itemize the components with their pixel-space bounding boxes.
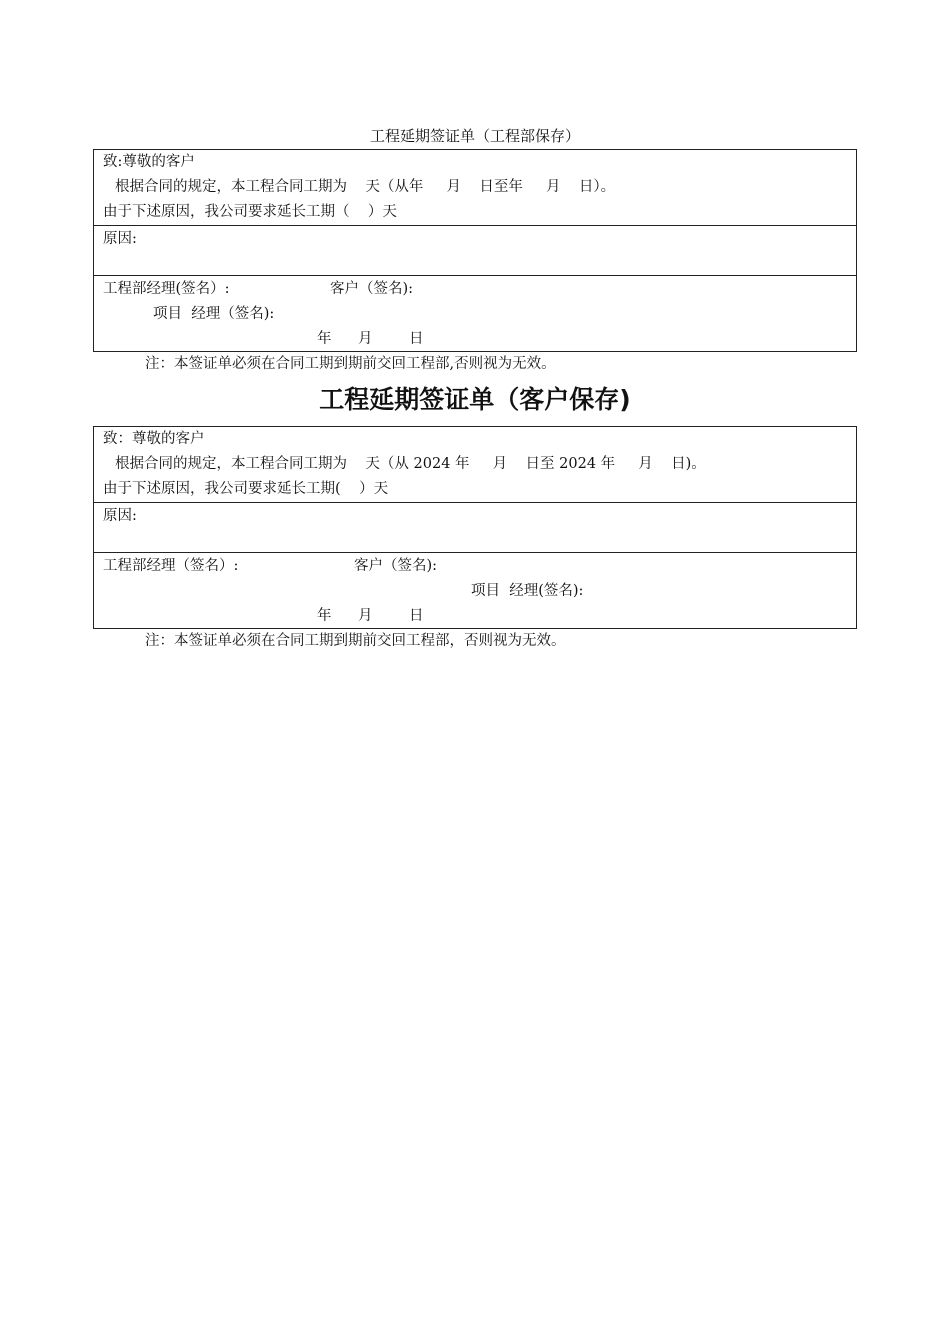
- form1-manager-signature: 工程部经理(签名）:: [103, 281, 230, 297]
- form2-divider-2: [94, 552, 856, 553]
- form2-date-month: 月: [358, 608, 373, 624]
- form2-recipient: 致：尊敬的客户: [103, 431, 205, 447]
- form2-reason-label: 原因:: [103, 508, 137, 524]
- form1-date-day: 日: [409, 331, 424, 347]
- form1-contract-term: 根据合同的规定，本工程合同工期为 天（从年 月 日至年 月 日）。: [115, 179, 616, 195]
- form1-extension-request: 由于下述原因，我公司要求延长工期（ ）天: [103, 204, 397, 220]
- form1-title: 工程延期签证单（工程部保存）: [369, 127, 580, 145]
- form2-manager-signature: 工程部经理（签名）:: [103, 558, 239, 574]
- form1-reason-label: 原因:: [103, 231, 137, 247]
- form1-date-month: 月: [358, 331, 373, 347]
- form2-title: 工程延期签证单（客户保存): [319, 385, 631, 414]
- form2-customer-signature: 客户（签名):: [354, 558, 438, 574]
- form2-extension-request: 由于下述原因，我公司要求延长工期( ）天: [103, 481, 389, 497]
- form1-recipient: 致:尊敬的客户: [103, 154, 195, 170]
- form1-pm-signature: 项目 经理（签名):: [153, 306, 275, 322]
- form1-customer-signature: 客户（签名):: [330, 281, 414, 297]
- form1-divider-1: [94, 225, 856, 226]
- form1-divider-2: [94, 275, 856, 276]
- form1-note: 注：本签证单必须在合同工期到期前交回工程部,否则视为无效。: [145, 356, 556, 372]
- form2-contract-term: 根据合同的规定，本工程合同工期为 天（从 2024 年 月 日至 2024 年 月 日)。: [115, 456, 706, 472]
- form2-divider-1: [94, 502, 856, 503]
- form2-date-day: 日: [409, 608, 424, 624]
- form2-date-year: 年: [317, 608, 332, 624]
- form2-pm-signature: 项目 经理(签名):: [471, 583, 584, 599]
- form2-table: [93, 426, 857, 629]
- form2-note: 注：本签证单必须在合同工期到期前交回工程部，否则视为无效。: [145, 633, 566, 649]
- form1-date-year: 年: [317, 331, 332, 347]
- form1-table: [93, 149, 857, 352]
